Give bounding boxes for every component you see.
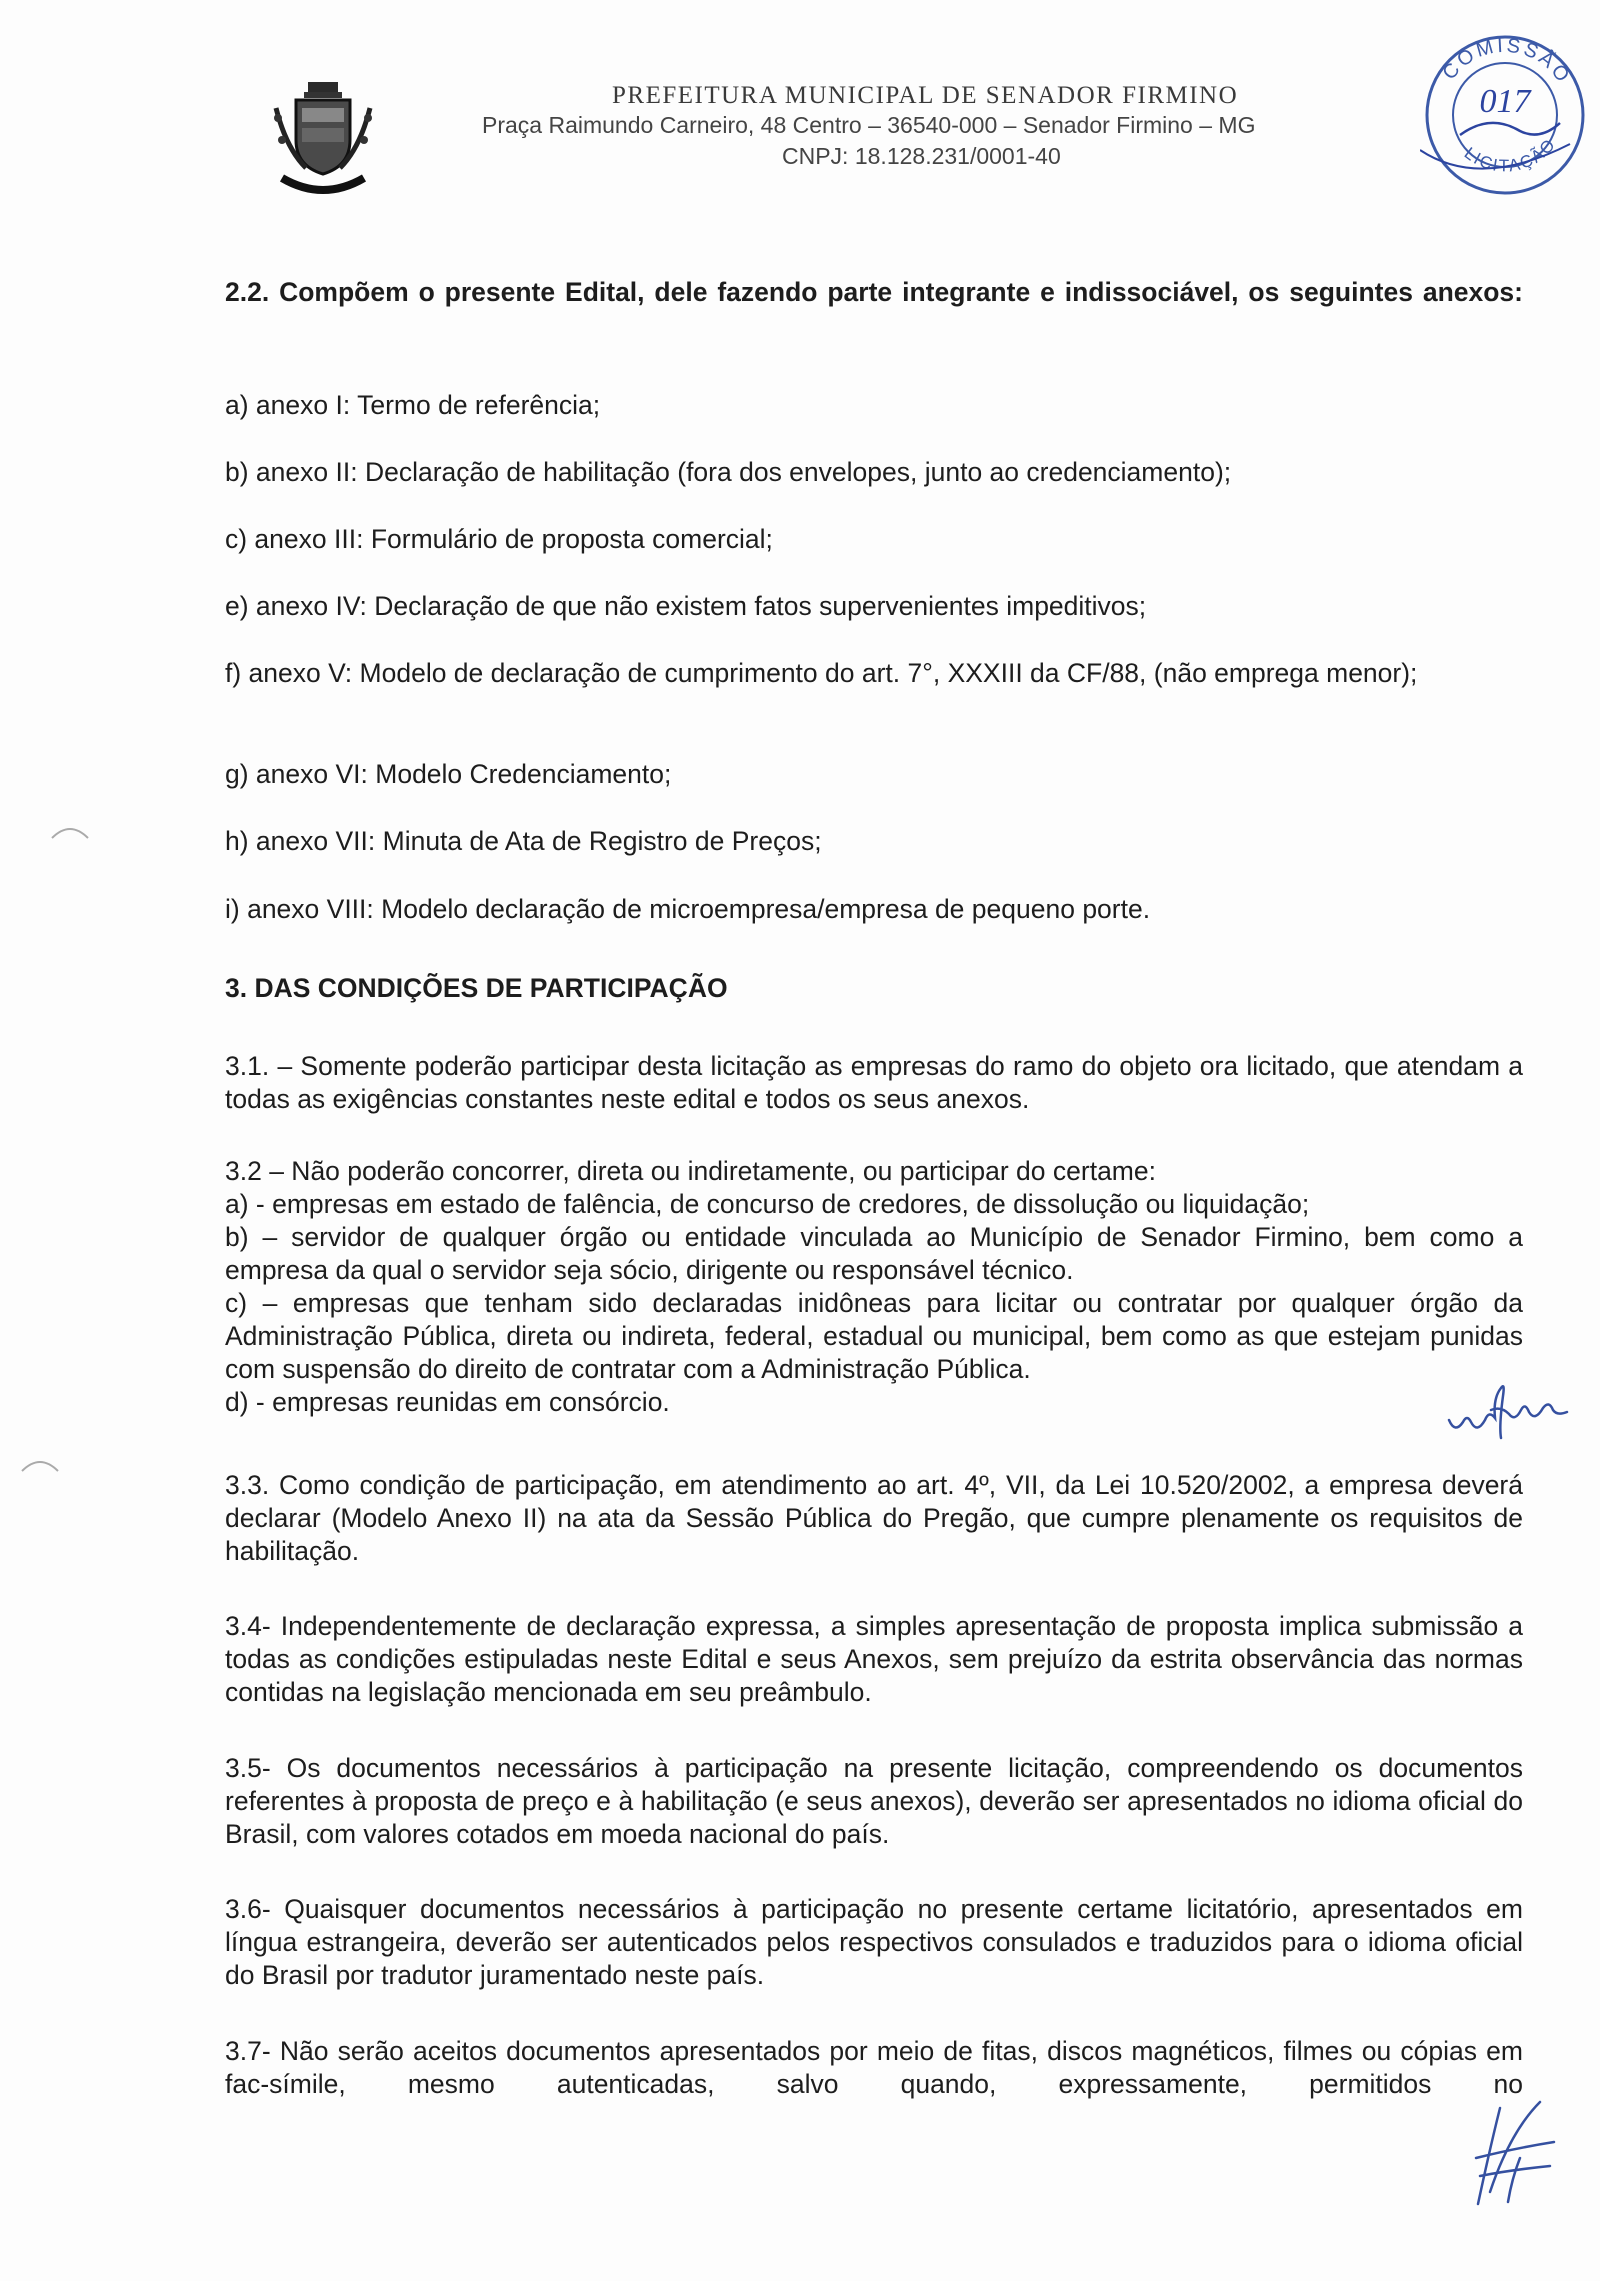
clause-3-4: 3.4- Independentemente de declaração expressa, a simples apresentação de proposta implica submissão a todas as condições estipuladas neste Edital e seus Anexos, sem prejuízo da estrita observância das normas contidas na legislação mencionada em seu preâmbulo. <box>225 1611 1523 1707</box>
clause-3-2-b: b) – servidor de qualquer órgão ou entidade vinculada ao Município de Senador Firmino, bem como a empresa da qual o servidor seja sócio, dirigente ou responsável técnico. <box>225 1222 1523 1285</box>
annex-item: c) anexo III: Formulário de proposta comercial; <box>225 524 773 554</box>
municipality-title: PREFEITURA MUNICIPAL DE SENADOR FIRMINO <box>612 82 1239 109</box>
punch-mark-icon <box>50 822 90 842</box>
handwritten-initials-icon <box>1445 1380 1585 1440</box>
section-2-2 <box>225 276 1523 309</box>
annex-item: e) anexo IV: Declaração de que não existem fatos supervenientes impeditivos; <box>225 591 1147 621</box>
stamp-number: 017 <box>1479 83 1531 120</box>
clause-3-3: 3.3. Como condição de participação, em atendimento ao art. 4º, VII, da Lei 10.520/2002, a empresa deverá declarar (Modelo Anexo II) na ata da Sessão Pública do Pregão, que cumpre plenamente os requisitos de habilitação. <box>225 1470 1523 1566</box>
svg-text:COMISSÃO <box>1438 35 1575 89</box>
stamp-bottom-text: LICITAÇÃO <box>1460 134 1561 176</box>
municipality-cnpj: CNPJ: 18.128.231/0001-40 <box>782 143 1061 169</box>
annex-item: i) anexo VIII: Modelo declaração de microempresa/empresa de pequeno porte. <box>225 894 1151 924</box>
clause-3-6: 3.6- Quaisquer documentos necessários à participação no presente certame licitatório, apresentados em língua estrangeira, deverão ser autenticados pelos respectivos consulados e traduzidos para o idioma oficial do Brasil por tradutor juramentado neste país. <box>225 1894 1523 1990</box>
commission-stamp-icon <box>1420 30 1590 200</box>
clause-3-7 <box>225 2035 1523 2101</box>
handwritten-rubric-icon <box>1470 2098 1560 2208</box>
annex-item: f) anexo V: Modelo de declaração de cumprimento do art. 7°, XXXIII da CF/88, (não emprega menor); <box>225 658 1418 688</box>
coat-of-arms-icon <box>268 78 378 198</box>
clause-3-2-a: a) - empresas em estado de falência, de concurso de credores, de dissolução ou liquidação; <box>225 1189 1310 1219</box>
stamp-top-text: COMISSÃO <box>1438 34 1576 89</box>
annex-item: h) anexo VII: Minuta de Ata de Registro de Preços; <box>225 826 822 856</box>
annex-item: b) anexo II: Declaração de habilitação (fora dos envelopes, junto ao credenciamento); <box>225 457 1232 487</box>
clause-3-2-c: c) – empresas que tenham sido declaradas inidôneas para licitar ou contratar por qualquer órgão da Administração Pública, direta ou indireta, federal, estadual ou municipal, bem como as que estejam punidas com suspensão do direito de contratar com a Administração Pública. <box>225 1288 1523 1384</box>
clause-3-2-intro: 3.2 – Não poderão concorrer, direta ou indiretamente, ou participar do certame: <box>225 1156 1156 1186</box>
clause-3-5: 3.5- Os documentos necessários à participação na presente licitação, compreendendo os documentos referentes à proposta de preço e à habilitação (e seus anexos), deverão ser apresentados no idioma oficial do Brasil, com valores cotados em moeda nacional do país. <box>225 1753 1523 1849</box>
annex-item: a) anexo I: Termo de referência; <box>225 390 601 420</box>
section-3-heading: 3. DAS CONDIÇÕES DE PARTICIPAÇÃO <box>225 973 728 1003</box>
clause-3-7-text: 3.7- Não serão aceitos documentos apresentados por meio de fitas, discos magnéticos, filmes ou cópias em fac-símile, mesmo autenticadas, salvo quando, expressamente, permitidos no <box>225 2036 1523 2099</box>
municipality-address: Praça Raimundo Carneiro, 48 Centro – 36540-000 – Senador Firmino – MG <box>482 112 1256 138</box>
clause-3-1: 3.1. – Somente poderão participar desta licitação as empresas do ramo do objeto ora licitado, que atendam a todas as exigências constantes neste edital e todos os seus anexos. <box>225 1051 1523 1114</box>
clause-3-2-d: d) - empresas reunidas em consórcio. <box>225 1387 670 1417</box>
section-2-2-text: 2.2. Compõem o presente Edital, dele fazendo parte integrante e indissociável, os seguintes anexos: <box>225 277 1523 307</box>
punch-mark-icon <box>20 1455 60 1475</box>
annex-item: g) anexo VI: Modelo Credenciamento; <box>225 759 672 789</box>
